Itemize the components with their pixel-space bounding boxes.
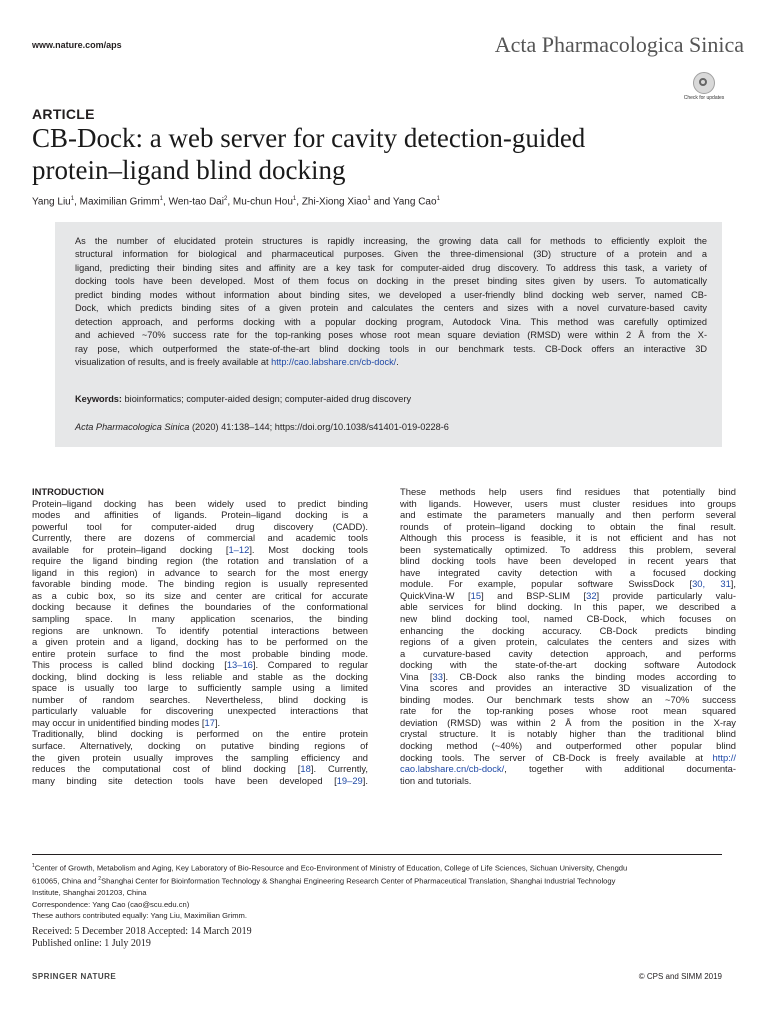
body-line (32, 578, 368, 590)
article-type: ARTICLE (32, 106, 95, 122)
body-text: surface. Alternatively, docking on putative binding regions of (32, 740, 368, 752)
article-dates (32, 926, 252, 950)
copyright: © CPS and SIMM 2019 (638, 972, 722, 981)
body-text: Protein–ligand docking has been widely used to predict binding (32, 497, 368, 509)
author-affiliation: 2 (223, 196, 228, 202)
author-name: Yang Liu (32, 196, 71, 208)
body-line (32, 740, 368, 752)
reference-link[interactable]: 17 (204, 716, 215, 728)
check-for-updates-badge[interactable] (683, 72, 725, 106)
title-line-2: protein–ligand blind docking (32, 155, 346, 185)
body-text: docking because it defines the boundaries of the conformational (32, 601, 368, 613)
abstract-line: As the number of elucidated protein structures is rapidly increasing, the growing data call for methods to efficiently exploit the (75, 236, 707, 246)
body-line (32, 498, 368, 510)
body-line (32, 717, 368, 729)
author-affiliation: 1 (367, 196, 371, 202)
body-text: space is usually too large to sufficiently sample using a limited (32, 682, 368, 694)
keywords-label: Keywords: (75, 394, 122, 404)
body-text: the given protein usually improves the sampling efficiency and (32, 751, 368, 763)
body-text: ]. (214, 716, 221, 728)
body-text: Although this process is feasible, it is not efficient and has not (400, 532, 736, 544)
body-line (400, 578, 736, 590)
body-line (400, 659, 736, 671)
body-line (32, 659, 368, 671)
reference-link[interactable]: 19–29 (336, 774, 363, 786)
body-text: Traditionally, blind docking is performed on the entire protein (32, 728, 368, 740)
body-text: docking, blind docking is less reliable and stable as the docking (32, 670, 368, 682)
body-text: regions of a given protein, calculates the centers and sizes with (400, 636, 736, 648)
introduction-heading: INTRODUCTION (32, 486, 104, 497)
body-text: with ligands. However, users must cluster residues into groups (400, 497, 736, 509)
citation-details: (2020) 41:138–144; https://doi.org/10.1038/s41401-019-0228-6 (191, 422, 449, 432)
reference-link[interactable]: 1–12 (228, 543, 250, 555)
author-name: Mu-chun Hou (232, 196, 293, 208)
body-text: tion and tutorials. (400, 774, 472, 786)
reference-link[interactable]: 15 (470, 589, 482, 601)
body-text: have integrated cavity detection with a focused docking (400, 566, 736, 578)
right-column (400, 486, 736, 786)
body-text: number of random searches. Nevertheless, blind docking is (32, 693, 368, 705)
body-text: module. For example, popular software SwissDock [ (400, 578, 693, 590)
body-line (32, 763, 368, 775)
body-text: rate for the top-ranking poses whose root mean squared (400, 705, 736, 717)
body-line (400, 775, 736, 787)
body-line (400, 728, 736, 740)
body-line (400, 486, 736, 498)
body-text: available for protein–ligand docking [ (32, 543, 229, 555)
body-text: deviation (RMSD) was within 2 Å from the position in the X-ray (400, 716, 736, 728)
author-affiliation: 1 (70, 196, 75, 202)
affiliation-2-cont: Institute, Shanghai 201203, China (32, 888, 147, 898)
body-text: particularly valuable for discovering unexpected interactions that (32, 705, 368, 717)
body-line (32, 567, 368, 579)
body-text: Vina [ (400, 670, 433, 682)
body-line (32, 694, 368, 706)
body-text: binding modes. Our benchmark tests show an ~70% success (400, 693, 736, 705)
body-text: new blind docking tool, named CB-Dock, which focuses on (400, 613, 736, 625)
body-line (400, 671, 736, 683)
body-text: powerful tool for computer-aided drug discovery (CADD). (32, 520, 368, 532)
body-line (32, 648, 368, 660)
body-text: ]. Most docking tools (249, 543, 368, 555)
author-list: Yang Liu$^1$, Maximilian Grimm$^1$, Wen-tao Dai$^2$, Mu-chun Hou$^1$, Zhi-Xiong Xiao$^1$ and Yang Cao$^1$ (32, 196, 440, 208)
body-line (32, 625, 368, 637)
body-text: ]. Compared to regular (252, 659, 369, 671)
correspondence: Correspondence: Yang Cao (cao@scu.edu.cn) (32, 899, 190, 909)
abstract-line: and achieved ~70% success rate for the top-ranking poses whose root mean square deviation (RMSD) were within 2 Å from the X- (75, 330, 707, 341)
abstract-text (75, 235, 707, 370)
reference-link[interactable]: 13–16 (226, 659, 253, 671)
author-affiliation: 1 (159, 196, 163, 202)
body-line (32, 601, 368, 613)
abstract-line: structural information for biological and pharmaceutical purposes. Given the three-dimensional (3D) structure of a protein and a (75, 249, 707, 260)
reference-link[interactable]: 33 (432, 670, 443, 682)
body-text: sampling space. In many application scenarios, the binding (32, 613, 368, 625)
reference-link[interactable]: 30, 31 (692, 578, 731, 590)
body-line (400, 740, 736, 752)
body-line (400, 682, 736, 694)
body-line (400, 705, 736, 717)
affiliation-2: 610065, China and $^2$Shanghai Center for Bioinformation Technology & Shanghai Engineering Research Center of Pharmaceutical Translation, Shanghai Industrial Technology (32, 876, 616, 886)
published-date: Published online: 1 July 2019 (32, 938, 151, 949)
body-line (400, 613, 736, 625)
body-line (400, 648, 736, 660)
article-title (32, 122, 722, 186)
body-text: rounds of protein–ligand docking to obtain the final result. (400, 520, 736, 532)
journal-url[interactable]: www.nature.com/aps (32, 40, 122, 50)
body-text: crystal structure. It is notably higher than the traditional blind (400, 728, 736, 740)
abstract-line (75, 356, 707, 369)
body-text: reduces the computational cost of blind docking [ (32, 763, 301, 775)
body-text: Currently, there are dozens of commercial and academic tools (32, 532, 368, 544)
reference-link[interactable]: 18 (300, 763, 311, 775)
body-text: docking with the state-of-the-art docking software Autodock (400, 659, 736, 671)
body-line (32, 671, 368, 683)
body-text: been systematically optimized. To address this problem, several (400, 543, 736, 555)
abstract-line: docking tools have been developed. Most of them focus on docking in the preset binding sites given by users. To automatically (75, 276, 707, 287)
body-text: docking tools. The server of CB-Dock is freely available at (400, 751, 713, 763)
abstract-text: . (396, 357, 399, 368)
body-text: ] provide particularly valu- (596, 589, 736, 601)
body-text: ], (730, 578, 737, 590)
reference-link[interactable]: cao.labshare.cn/cb-dock/ (400, 763, 505, 775)
abstract-text: visualization of results, and is freely available at (75, 357, 272, 368)
abstract-line: ray pose, which outperformed the state-of-the-art blind docking tools in our benchmark tests. CB-Dock offers an interactive 3D (75, 343, 707, 354)
author-affiliation: 1 (292, 196, 297, 202)
body-text: docking method (~40%) and outperformed other popular blind (400, 740, 736, 752)
body-line (400, 567, 736, 579)
abstract-line: detection approach, and performs docking with a popular docking program, Autodock Vina. This method was carefully optimized (75, 316, 707, 327)
body-text: This process is called blind docking [ (32, 659, 227, 671)
body-line (32, 590, 368, 602)
body-text: regions are unknown. To identify potential interactions between (32, 624, 368, 636)
body-line (32, 636, 368, 648)
citation (75, 422, 449, 432)
author-name: Yang Cao (392, 196, 437, 208)
body-line (400, 752, 736, 764)
body-line (400, 555, 736, 567)
body-text: a curvature-based cavity detection approach, and performs (400, 647, 736, 659)
footnotes (32, 861, 722, 922)
author-name: Zhi-Xiong Xiao (301, 196, 368, 208)
server-link[interactable]: http://cao.labshare.cn/cb-dock/ (271, 357, 397, 368)
body-line (400, 532, 736, 544)
body-line (400, 498, 736, 510)
body-line (400, 694, 736, 706)
body-text: a given protein and a ligand, docking has to be performed on the (32, 636, 368, 648)
body-line (32, 509, 368, 521)
reference-link[interactable]: http:// (712, 751, 736, 763)
body-line (400, 763, 736, 775)
body-text: able services for blind docking. In this paper, we described a (400, 601, 736, 613)
body-line (400, 509, 736, 521)
affiliation-1: $^1$Center of Growth, Metabolism and Aging, Key Laboratory of Bio-Resource and Eco-Environment of Ministry of Education, College of Life Sciences, Sichuan University, Chengdu (32, 863, 628, 873)
abstract-line: Dock, which predicts binding sites of a given protein and calculates the centers and sizes with a novel curvature-based cavity (75, 303, 707, 314)
body-line (400, 590, 736, 602)
journal-name: Acta Pharmacologica Sinica (494, 32, 744, 57)
body-text: may occur in unidentified binding modes [ (32, 716, 205, 728)
footnote-divider (32, 854, 722, 855)
keywords-text: bioinformatics; computer-aided design; computer-aided drug discovery (124, 394, 412, 404)
body-line (32, 532, 368, 544)
author-affiliation: 1 (436, 196, 440, 202)
body-line (32, 752, 368, 764)
body-line (400, 601, 736, 613)
check-updates-icon (693, 72, 715, 94)
body-line (32, 775, 368, 787)
body-text: modes and affinities of ligands. Protein–ligand docking is a (32, 509, 368, 521)
body-text: Vina scores and provides an interactive 3D visualization of the (400, 682, 736, 694)
body-text: , together with additional documenta- (504, 763, 736, 775)
body-line (400, 544, 736, 556)
body-text: ]. (362, 774, 368, 786)
body-text: ]. CB-Dock also ranks the binding modes according to (442, 670, 736, 682)
body-text: ligand in this region) in advance to search for the most energy (32, 566, 368, 578)
keywords (75, 394, 411, 404)
abstract-line: ligand, predicting their binding sites and affinity are a key task for computer-aided drug discovery. To address this task, a variety of (75, 262, 707, 273)
citation-journal: Acta Pharmacologica Sinica (75, 422, 190, 432)
author-name: Maximilian Grimm (79, 196, 160, 208)
body-text: These methods help users find residues that potentially bind (400, 486, 736, 497)
publisher-logo: SPRINGER NATURE (32, 972, 117, 981)
received-date: Received: 5 December 2018 Accepted: 14 March 2019 (32, 926, 252, 937)
badge-label: Check for updates (683, 95, 725, 101)
body-line (400, 636, 736, 648)
body-line (32, 682, 368, 694)
body-text: blind docking tools have been developed in recent years that (400, 555, 736, 567)
body-text: require the ligand binding region (the rotation and translation of a (32, 555, 368, 567)
body-text: QuickVina-W [ (400, 589, 471, 601)
body-text: enhancing the docking accuracy. CB-Dock predicts binding (400, 624, 736, 636)
body-text: entire protein surface to find the most probable binding mode. (32, 647, 368, 659)
body-line (400, 625, 736, 637)
left-column (32, 486, 368, 786)
body-text: as a cubic box, so its size and center are critical for accurate (32, 589, 368, 601)
body-text: many binding site detection tools have been developed [ (32, 774, 337, 786)
abstract-line: predict binding modes without information about binding sites, we developed a user-friendly blind docking web server, named CB- (75, 289, 707, 300)
body-line (32, 521, 368, 533)
body-line (32, 544, 368, 556)
author-name: Wen-tao Dai (168, 196, 224, 208)
body-line (400, 717, 736, 729)
abstract-box (55, 222, 722, 447)
reference-link[interactable]: 32 (586, 589, 597, 601)
title-line-1: CB-Dock: a web server for cavity detection-guided (32, 123, 586, 153)
body-line (32, 613, 368, 625)
equal-contribution: These authors contributed equally: Yang Liu, Maximilian Grimm. (32, 911, 247, 921)
body-line (400, 521, 736, 533)
body-line (32, 555, 368, 567)
body-text: favorable binding mode. The binding region is usually represented (32, 578, 368, 590)
body-line (32, 728, 368, 740)
body-line (32, 705, 368, 717)
body-text: ] and BSP-SLIM [ (481, 589, 587, 601)
body-text: and estimate the parameters manually and then perform several (400, 509, 736, 521)
body-text: ]. Currently, (310, 763, 368, 775)
